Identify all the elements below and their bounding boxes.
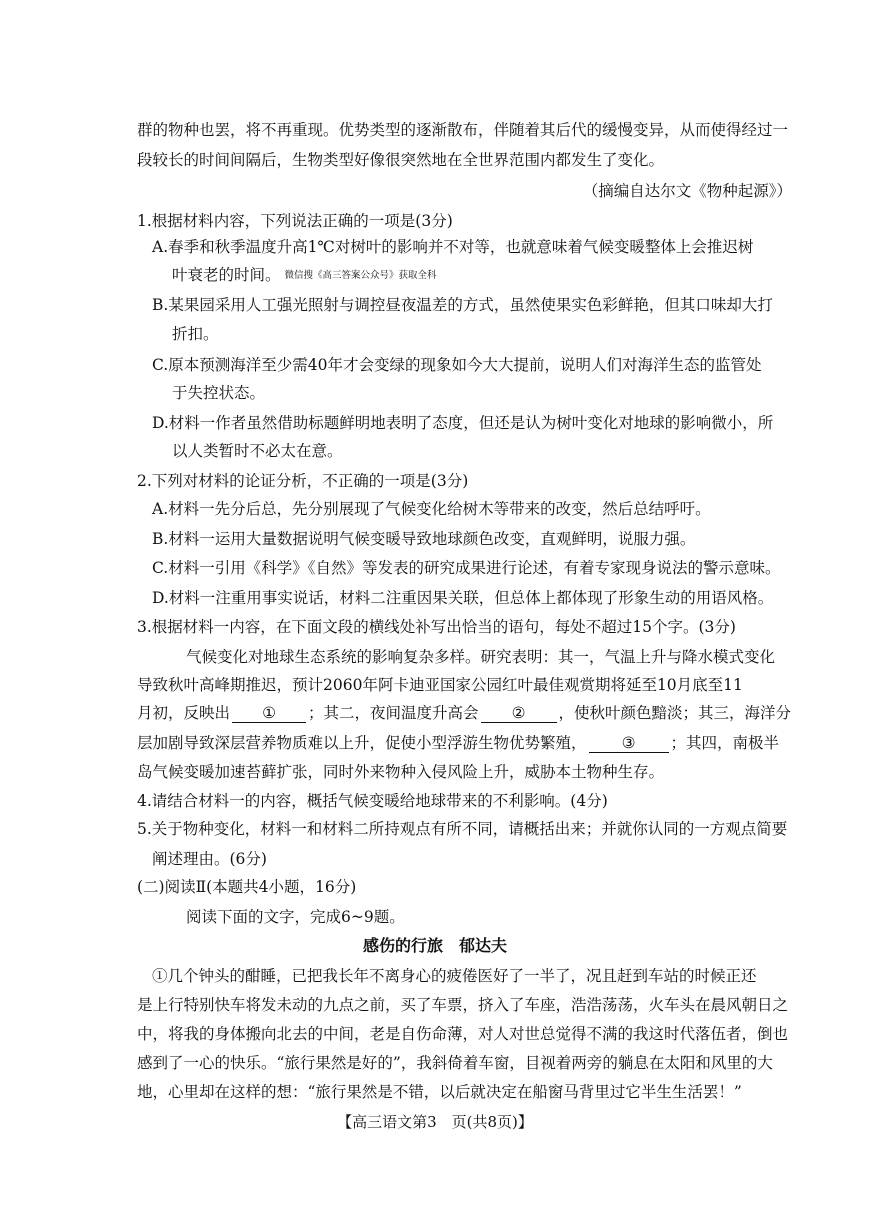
q3-paragraph-line [137,703,810,723]
option-2c: C.材料一引用《科学》《自然》等发表的研究成果进行论述，有着专家现身说法的警示意味。 [152,559,781,577]
option-2b: B.材料一运用大量数据说明气候变暖导致地球颜色改变，直观鲜明，说服力强。 [152,530,696,548]
article-line: ①几个钟头的酣睡，已把我长年不离身心的疲倦医好了一半了，况且赶到车站的时候正还 [152,967,757,985]
q3-text: 层加剧导致深层营养物质难以上升，促使小型浮游生物优势繁殖， [137,734,587,752]
option-1b-cont: 折扣。 [172,325,219,343]
question-5-stem: 5.关于物种变化，材料一和材料二所持观点有所不同，请概括出来；并就你认同的一方观点简要 [137,820,788,838]
option-1d: D.材料一作者虽然借助标题鲜明地表明了态度，但还是认为树叶变化对地球的影响微小，所 [152,414,774,432]
passage-line: 群的物种也罢，将不再重现。优势类型的逐渐散布，伴随着其后代的缓慢变异，从而使得经过一 [137,121,789,139]
q3-text: 月初，反映出 [137,704,231,722]
option-text: 叶衰老的时间。 [172,266,281,284]
q3-paragraph-line: 导致秋叶高峰期推迟，预计2060年阿卡迪亚国家公园红叶最佳观赏期将延至10月底至11 [137,676,743,694]
article-line: 感到了一心的快乐。“旅行果然是好的”，我斜倚着车窗，目视着两旁的躺息在太阳和风里的大 [137,1054,773,1072]
fill-blank-3[interactable]: ③ [589,734,669,753]
article-line: 中，将我的身体搬向北去的中间，老是自伤命薄，对人对世总觉得不满的我这时代落伍者，倒也 [137,1025,789,1043]
fill-blank-2[interactable]: ② [481,704,557,723]
watermark-note: 微信搜《高三答案公众号》获取全科 [284,270,437,281]
question-5-stem-cont: 阐述理由。(6分) [152,850,267,868]
q3-paragraph-line: 气候变化对地球生态系统的影响复杂多样。研究表明：其一，气温上升与降水模式变化 [186,648,776,666]
fill-blank-1[interactable]: ① [232,704,306,723]
passage-source: （摘编自达尔文《物种起源》） [582,182,792,200]
q3-text: ，使秋叶颜色黯淡；其三，海洋分 [558,704,792,722]
q3-paragraph-line: 岛气候变暖加速苔藓扩张，同时外来物种入侵风险上升，威胁本土物种生存。 [137,763,665,781]
option-1a-cont [172,265,810,286]
passage-line: 段较长的时间间隔后，生物类型好像很突然地在全世界范围内都发生了变化。 [137,151,665,169]
option-1a: A.春季和秋季温度升高1℃对树叶的影响并不对等，也就意味着气候变暖整体上会推迟树 [152,238,754,256]
question-1-stem: 1.根据材料内容，下列说法正确的一项是(3分) [137,212,453,230]
page-footer: 【高三语文第3 页(共8页)】 [337,1113,533,1131]
option-2d: D.材料一注重用事实说话，材料二注重因果关联，但总体上都体现了形象生动的用语风格。 [152,589,774,607]
q3-text: ；其二，夜间温度升高会 [308,704,479,722]
option-1c: C.原本预测海洋至少需40年才会变绿的现象如今大大提前，说明人们对海洋生态的监管处 [152,356,762,374]
article-line: 地，心里却在这样的想：“旅行果然是不错，以后就决定在船窗马背里过它半生生活罢！” [137,1083,742,1101]
option-1b: B.某果园采用人工强光照射与调控昼夜温差的方式，虽然使果实色彩鲜艳，但其口味却大打 [152,296,773,314]
article-title: 感伤的行旅 郁达夫 [362,936,507,955]
question-4-stem: 4.请结合材料一的内容，概括气候变暖给地球带来的不利影响。(4分) [137,792,608,810]
option-2a: A.材料一先分后总，先分别展现了气候变化给树木等带来的改变，然后总结呼吁。 [152,500,711,518]
question-2-stem: 2.下列对材料的论证分析，不正确的一项是(3分) [137,472,469,490]
option-1d-cont: 以人类暂时不必太在意。 [172,442,343,460]
question-3-stem: 3.根据材料一内容，在下面文段的横线处补写出恰当的语句，每处不超过15个字。(3分) [137,618,736,636]
q3-paragraph-line [137,733,810,753]
article-line: 是上行特别快车将发未动的九点之前，买了车票，挤入了车座，浩浩荡荡，火车头在晨风朝日之 [137,996,789,1014]
option-1c-cont: 于失控状态。 [172,384,266,402]
section-instruction: 阅读下面的文字，完成6~9题。 [186,908,405,926]
q3-text: ；其四，南极半 [670,734,780,752]
section-heading: (二)阅读Ⅱ(本题共4小题，16分) [137,878,357,896]
